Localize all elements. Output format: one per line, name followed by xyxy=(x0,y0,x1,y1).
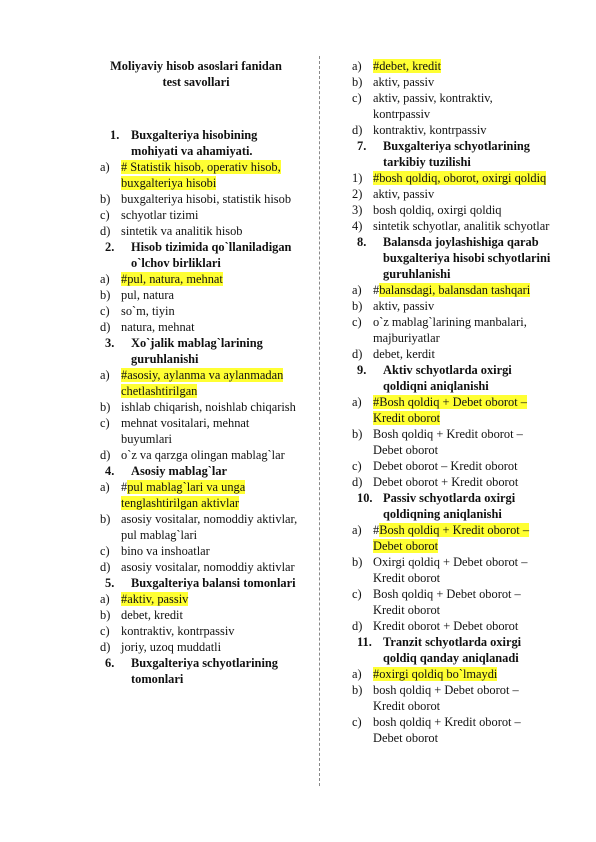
option-prefix: # xyxy=(121,480,128,494)
option-text-wrap xyxy=(121,287,300,303)
answer-option xyxy=(100,543,300,559)
answer-option xyxy=(100,623,300,639)
answer-option xyxy=(100,223,300,239)
answer-option xyxy=(352,586,552,618)
option-text: ishlab chiqarish, noishlab chiqarish xyxy=(121,400,296,414)
option-text-wrap xyxy=(373,474,552,490)
option-text: asosiy vositalar, nomoddiy aktivlar xyxy=(121,560,295,574)
option-text-wrap xyxy=(121,479,300,511)
option-text-wrap xyxy=(121,543,300,559)
option-letter: c) xyxy=(100,544,110,558)
question-title xyxy=(100,335,300,367)
option-text-wrap xyxy=(373,170,552,186)
option-text: Kredit oborot + Debet oborot xyxy=(373,619,519,633)
question-number: 5. xyxy=(105,576,115,590)
right-question-list xyxy=(352,58,552,746)
question-title xyxy=(352,138,552,170)
option-letter: b) xyxy=(100,192,111,206)
question-number: 7. xyxy=(357,139,367,153)
option-text-wrap xyxy=(373,298,552,314)
answer-option xyxy=(352,186,552,202)
option-letter: d) xyxy=(352,475,363,489)
answer-option-correct xyxy=(100,159,300,191)
option-text: Oxirgi qoldiq + Debet oborot – Kredit oborot xyxy=(373,555,528,585)
option-letter: a) xyxy=(100,368,110,382)
option-text: Debet oborot + Kredit oborot xyxy=(373,475,519,489)
answer-option xyxy=(100,559,300,575)
answer-option-correct xyxy=(352,170,552,186)
option-text: #oxirgi qoldiq bo`lmaydi xyxy=(373,667,498,681)
option-letter: 2) xyxy=(352,187,363,201)
option-letter: d) xyxy=(100,560,111,574)
option-text-wrap xyxy=(121,607,300,623)
option-text: balansdagi, balansdan tashqari xyxy=(379,283,531,297)
option-letter: a) xyxy=(100,480,110,494)
column-divider xyxy=(319,56,320,786)
answer-option-correct xyxy=(100,367,300,399)
question-title xyxy=(100,575,300,591)
question-number: 8. xyxy=(357,235,367,249)
answer-option xyxy=(100,191,300,207)
option-letter: a) xyxy=(352,59,362,73)
question-text: Buxgalteriya schyotlarining tomonlari xyxy=(131,656,278,686)
option-text-wrap xyxy=(121,399,300,415)
answer-option xyxy=(352,426,552,458)
option-letter: c) xyxy=(352,587,362,601)
option-text-wrap xyxy=(373,346,552,362)
option-text-wrap xyxy=(373,586,552,618)
option-text: bosh qoldiq + Debet oborot – Kredit oborot xyxy=(373,683,519,713)
option-text-wrap xyxy=(373,394,552,426)
option-text-wrap xyxy=(121,511,300,543)
option-text-wrap xyxy=(373,74,552,90)
option-letter: d) xyxy=(352,347,363,361)
answer-option xyxy=(100,511,300,543)
option-text: sintetik va analitik hisob xyxy=(121,224,243,238)
option-letter: c) xyxy=(100,416,110,430)
option-text: #bosh qoldiq, oborot, oxirgi qoldiq xyxy=(373,171,547,185)
option-text-wrap xyxy=(121,223,300,239)
option-text-wrap xyxy=(373,522,552,554)
answer-option xyxy=(352,298,552,314)
answer-option xyxy=(352,554,552,586)
answer-option-correct xyxy=(352,282,552,298)
answer-option-correct xyxy=(100,591,300,607)
option-text: kontraktiv, kontrpassiv xyxy=(121,624,235,638)
answer-option xyxy=(352,74,552,90)
option-text: #asosiy, aylanma va aylanmadan chetlashtirilgan xyxy=(121,368,284,398)
question-number: 9. xyxy=(357,363,367,377)
option-text: pul, natura xyxy=(121,288,174,302)
option-text: sintetik schyotlar, analitik schyotlar xyxy=(373,219,550,233)
answer-option-correct xyxy=(352,58,552,74)
option-text: #debet, kredit xyxy=(373,59,442,73)
option-letter: d) xyxy=(100,320,111,334)
option-text-wrap xyxy=(121,207,300,223)
option-text-wrap xyxy=(121,623,300,639)
option-letter: c) xyxy=(352,715,362,729)
option-text-wrap xyxy=(373,554,552,586)
option-letter: c) xyxy=(352,315,362,329)
question-text: Hisob tizimida qo`llaniladigan o`lchov birliklari xyxy=(131,240,292,270)
option-letter: b) xyxy=(100,512,111,526)
option-text: o`z mablag`larining manbalari, majburiyatlar xyxy=(373,315,527,345)
question-text: Tranzit schyotlarda oxirgi qoldiq qanday aniqlanadi xyxy=(383,635,522,665)
option-text: #pul, natura, mehnat xyxy=(121,272,223,286)
answer-option xyxy=(352,346,552,362)
option-text-wrap xyxy=(373,618,552,634)
question-text: Xo`jalik mablag`larining guruhlanishi xyxy=(131,336,263,366)
option-text-wrap xyxy=(121,159,300,191)
question-text: Buxgalteriya schyotlarining tarkibiy tuzilishi xyxy=(383,139,530,169)
option-text: #Bosh qoldiq + Debet oborot – Kredit oborot xyxy=(373,395,527,425)
option-text-wrap xyxy=(373,202,552,218)
option-letter: d) xyxy=(352,123,363,137)
question-number: 3. xyxy=(105,336,115,350)
answer-option-correct xyxy=(352,666,552,682)
answer-option xyxy=(352,618,552,634)
question-title xyxy=(352,234,552,282)
question-title xyxy=(100,463,300,479)
answer-option xyxy=(352,458,552,474)
option-letter: a) xyxy=(352,523,362,537)
option-text: buxgalteriya hisobi, statistik hisob xyxy=(121,192,292,206)
answer-option xyxy=(100,399,300,415)
option-text-wrap xyxy=(373,282,552,298)
option-text: kontraktiv, kontrpassiv xyxy=(373,123,487,137)
answer-option-correct xyxy=(100,271,300,287)
left-column xyxy=(100,58,300,687)
question-title xyxy=(100,127,300,159)
option-text-wrap xyxy=(121,271,300,287)
option-text: joriy, uzoq muddatli xyxy=(121,640,222,654)
question-title xyxy=(352,362,552,394)
option-letter: a) xyxy=(352,395,362,409)
option-letter: b) xyxy=(352,555,363,569)
answer-option xyxy=(100,415,300,447)
option-letter: c) xyxy=(100,304,110,318)
option-text: #aktiv, passiv xyxy=(121,592,189,606)
option-letter: c) xyxy=(100,624,110,638)
option-text-wrap xyxy=(373,218,552,234)
option-letter: 1) xyxy=(352,171,363,185)
option-text-wrap xyxy=(121,303,300,319)
option-letter: 3) xyxy=(352,203,363,217)
document-title xyxy=(100,58,300,90)
question-number: 1. xyxy=(110,128,120,142)
option-text-wrap xyxy=(121,639,300,655)
option-letter: b) xyxy=(100,288,111,302)
option-text: asosiy vositalar, nomoddiy aktivlar, pul mablag`lari xyxy=(121,512,298,542)
option-text: aktiv, passiv xyxy=(373,75,435,89)
right-column xyxy=(352,58,552,746)
option-text: o`z va qarzga olingan mablag`lar xyxy=(121,448,285,462)
answer-option-correct xyxy=(352,394,552,426)
answer-option xyxy=(352,714,552,746)
option-text-wrap xyxy=(121,367,300,399)
answer-option xyxy=(100,319,300,335)
option-text: Bosh qoldiq + Kredit oborot – Debet oborot xyxy=(373,523,530,553)
question-title xyxy=(100,655,300,687)
answer-option xyxy=(352,314,552,346)
option-letter: a) xyxy=(100,160,110,174)
question-text: Balansda joylashishiga qarab buxgalteriya hisobi schyotlarini guruhlanishi xyxy=(383,235,551,281)
option-text: aktiv, passiv xyxy=(373,299,435,313)
option-letter: 4) xyxy=(352,219,363,233)
question-text: Asosiy mablag`lar xyxy=(131,464,228,478)
option-text: aktiv, passiv xyxy=(373,187,435,201)
option-text-wrap xyxy=(121,191,300,207)
option-letter: b) xyxy=(352,683,363,697)
question-title xyxy=(100,239,300,271)
option-letter: b) xyxy=(100,608,111,622)
option-text-wrap xyxy=(373,314,552,346)
option-letter: c) xyxy=(100,208,110,222)
option-letter: b) xyxy=(352,427,363,441)
option-text: Bosh qoldiq + Kredit oborot – Debet oborot xyxy=(373,427,523,457)
option-text: Bosh qoldiq + Debet oborot – Kredit oborot xyxy=(373,587,521,617)
option-text: aktiv, passiv, kontraktiv, kontrpassiv xyxy=(373,91,493,121)
option-text-wrap xyxy=(121,591,300,607)
option-prefix: # xyxy=(373,523,380,537)
question-number: 4. xyxy=(105,464,115,478)
option-letter: d) xyxy=(100,448,111,462)
option-letter: d) xyxy=(100,640,111,654)
option-prefix: # xyxy=(373,283,380,297)
question-text: Aktiv schyotlarda oxirgi qoldiqni aniqlanishi xyxy=(383,363,512,393)
option-text-wrap xyxy=(121,559,300,575)
left-question-list xyxy=(100,127,300,687)
question-title xyxy=(352,634,552,666)
question-title xyxy=(352,490,552,522)
answer-option xyxy=(100,207,300,223)
option-text: natura, mehnat xyxy=(121,320,195,334)
option-text-wrap xyxy=(373,90,552,122)
answer-option-correct xyxy=(352,522,552,554)
question-number: 2. xyxy=(105,240,115,254)
option-text: so`m, tiyin xyxy=(121,304,175,318)
answer-option xyxy=(352,122,552,138)
option-text-wrap xyxy=(373,714,552,746)
answer-option xyxy=(352,474,552,490)
option-text-wrap xyxy=(373,58,552,74)
option-letter: d) xyxy=(100,224,111,238)
answer-option xyxy=(100,607,300,623)
option-text: bosh qoldiq + Kredit oborot – Debet oborot xyxy=(373,715,521,745)
option-text: schyotlar tizimi xyxy=(121,208,199,222)
answer-option xyxy=(100,447,300,463)
answer-option xyxy=(352,90,552,122)
option-letter: a) xyxy=(352,667,362,681)
answer-option-correct xyxy=(100,479,300,511)
answer-option xyxy=(352,202,552,218)
option-text: bino va inshoatlar xyxy=(121,544,210,558)
option-text-wrap xyxy=(373,122,552,138)
answer-option xyxy=(352,218,552,234)
option-letter: b) xyxy=(352,299,363,313)
option-text: pul mablag`lari va unga tenglashtirilgan aktivlar xyxy=(121,480,246,510)
option-text-wrap xyxy=(373,666,552,682)
option-letter: a) xyxy=(100,272,110,286)
question-text: Buxgalteriya hisobining mohiyati va ahamiyati. xyxy=(131,128,258,158)
option-text: # Statistik hisob, operativ hisob, buxgalteriya hisobi xyxy=(121,160,281,190)
answer-option xyxy=(100,303,300,319)
answer-option xyxy=(100,287,300,303)
answer-option xyxy=(352,682,552,714)
question-number: 11. xyxy=(357,635,372,649)
option-letter: a) xyxy=(352,283,362,297)
option-letter: d) xyxy=(352,619,363,633)
option-text: debet, kredit xyxy=(121,608,183,622)
option-text-wrap xyxy=(373,426,552,458)
question-number: 10. xyxy=(357,491,373,505)
option-text: bosh qoldiq, oxirgi qoldiq xyxy=(373,203,502,217)
option-letter: a) xyxy=(100,592,110,606)
option-text: debet, kerdit xyxy=(373,347,435,361)
option-text: mehnat vositalari, mehnat buyumlari xyxy=(121,416,250,446)
option-text-wrap xyxy=(373,682,552,714)
option-letter: b) xyxy=(100,400,111,414)
title-line-1: Moliyaviy hisob asoslari fanidan xyxy=(110,59,282,73)
option-letter: c) xyxy=(352,91,362,105)
title-line-2: test savollari xyxy=(162,75,230,89)
answer-option xyxy=(100,639,300,655)
option-text-wrap xyxy=(373,186,552,202)
option-text-wrap xyxy=(121,447,300,463)
option-text-wrap xyxy=(121,319,300,335)
option-text-wrap xyxy=(373,458,552,474)
question-text: Passiv schyotlarda oxirgi qoldiqning aniqlanishi xyxy=(383,491,516,521)
option-letter: b) xyxy=(352,75,363,89)
question-number: 6. xyxy=(105,656,115,670)
question-text: Buxgalteriya balansi tomonlari xyxy=(131,576,296,590)
option-text: Debet oborot – Kredit oborot xyxy=(373,459,518,473)
option-letter: c) xyxy=(352,459,362,473)
option-text-wrap xyxy=(121,415,300,447)
